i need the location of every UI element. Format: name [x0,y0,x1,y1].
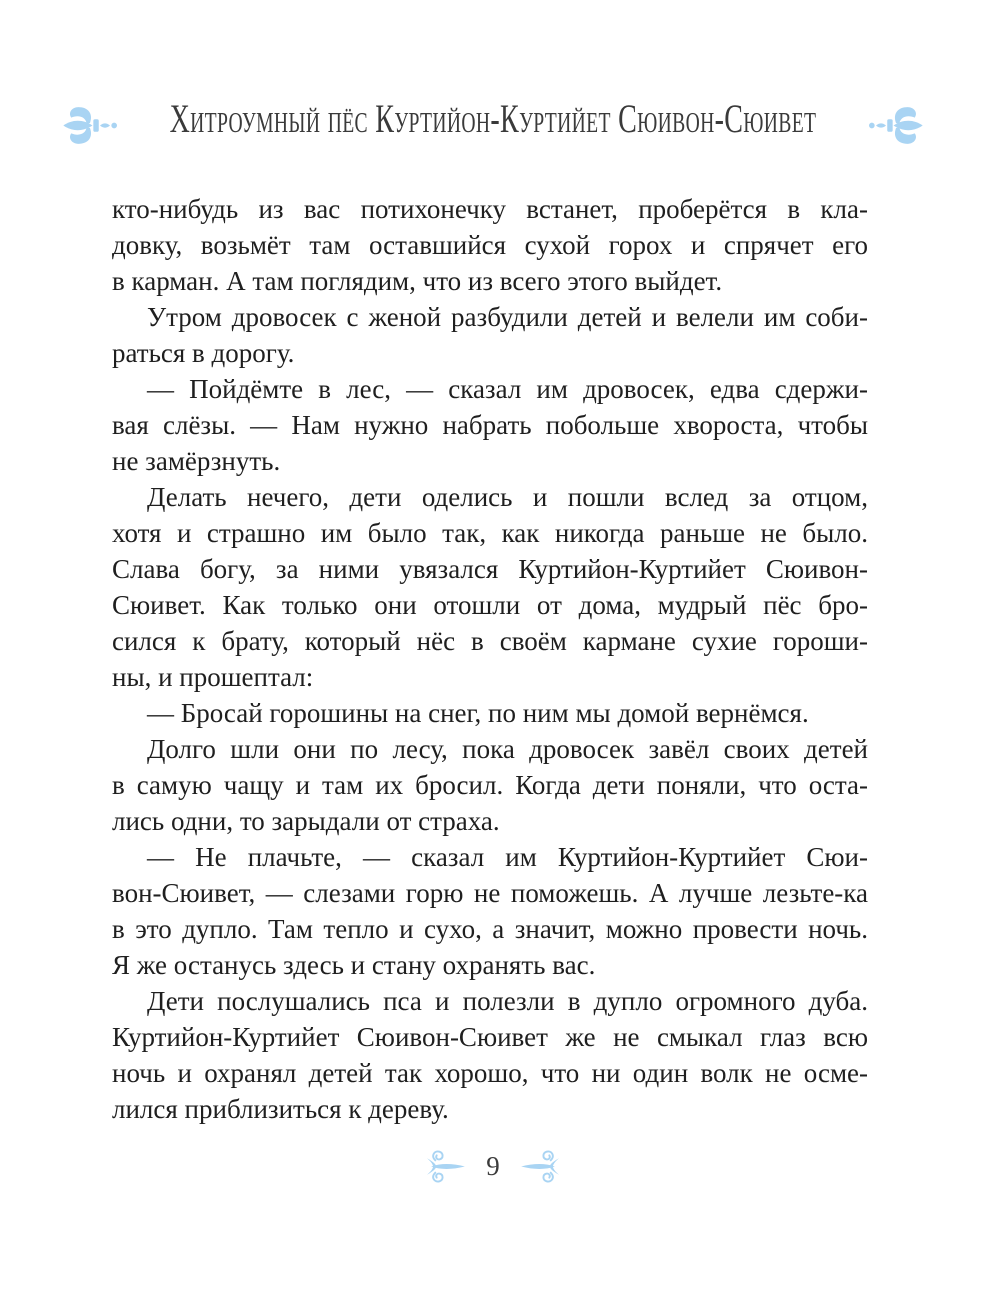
fleur-de-lis-right-icon [876,98,916,153]
text-line: лись одни, то зарыдали от страха. [112,806,500,836]
text-line: Долго шли они по лесу, пока дровосек завёл своих детей [147,734,868,764]
text-line: Делать нечего, дети оделись и пошли вслед за отцом, [147,482,868,512]
paragraph [112,479,868,695]
text-line: Я же останусь здесь и стану охранять вас. [112,950,596,980]
text-line: раться в дорогу. [112,338,295,368]
text-line: Куртийон-Куртийет Сюивон-Сюивет же не смыкал глаз всю [112,1022,868,1052]
paragraph [112,695,868,731]
text-line: Слава богу, за ними увязался Куртийон-Куртийет Сюивон- [112,554,868,584]
text-line: довку, возьмёт там оставшийся сухой горох и спрячет его [112,230,868,260]
text-line: вон-Сюивет, — слезами горю не поможешь. А лучше лезьте-ка [112,878,868,908]
paragraph [112,371,868,479]
page-number: 9 [486,1151,500,1181]
text-line: хотя и страшно им было так, как никогда раньше не было. [112,518,868,548]
text-line: в самую чащу и там их бросил. Когда дети поняли, что оста- [112,770,868,800]
text-line: Дети послушались пса и полезли в дупло огромного дуба. [147,986,868,1016]
text-line: ночь и охранял детей так хорошо, что ни один волк не осме- [112,1058,868,1088]
paragraph [112,731,868,839]
swirl-ornament-right-icon [519,1150,559,1183]
text-line: лился приблизиться к дереву. [112,1094,449,1124]
text-line: ны, и прошептал: [112,662,314,692]
swirl-ornament-left-icon [427,1150,467,1183]
story-text [112,191,868,1127]
text-line: — Пойдёмте в лес, — сказал им дровосек, едва сдержи- [147,374,868,404]
chapter-title: Хитроумный пёс Куртийон-Куртийет Сюивон-Сюивет [169,96,817,141]
text-line: Утром дровосек с женой разбудили детей и велели им соби- [147,302,868,332]
paragraph [112,299,868,371]
text-line: в карман. А там поглядим, что из всего этого выйдет. [112,266,723,296]
paragraph [112,191,868,299]
text-line: Сюивет. Как только они отошли от дома, мудрый пёс бро- [112,590,868,620]
chapter-header [0,0,986,170]
text-line: — Не плачьте, — сказал им Куртийон-Куртийет Сюи- [147,842,868,872]
text-line: не замёрзнуть. [112,446,281,476]
paragraph [112,839,868,983]
text-line: в это дупло. Там тепло и сухо, а значит, можно провести ночь. [112,914,868,944]
text-line: вая слёзы. — Нам нужно набрать побольше хвороста, чтобы [112,410,868,440]
text-line: кто-нибудь из вас потихонечку встанет, проберётся в кла- [112,194,868,224]
text-line: — Бросай горошины на снег, по ним мы домой вернёмся. [147,698,809,728]
text-line: сился к брату, который нёс в своём кармане сухие гороши- [112,626,868,656]
page-footer [0,1146,986,1186]
paragraph [112,983,868,1127]
title-wrap [0,97,986,141]
